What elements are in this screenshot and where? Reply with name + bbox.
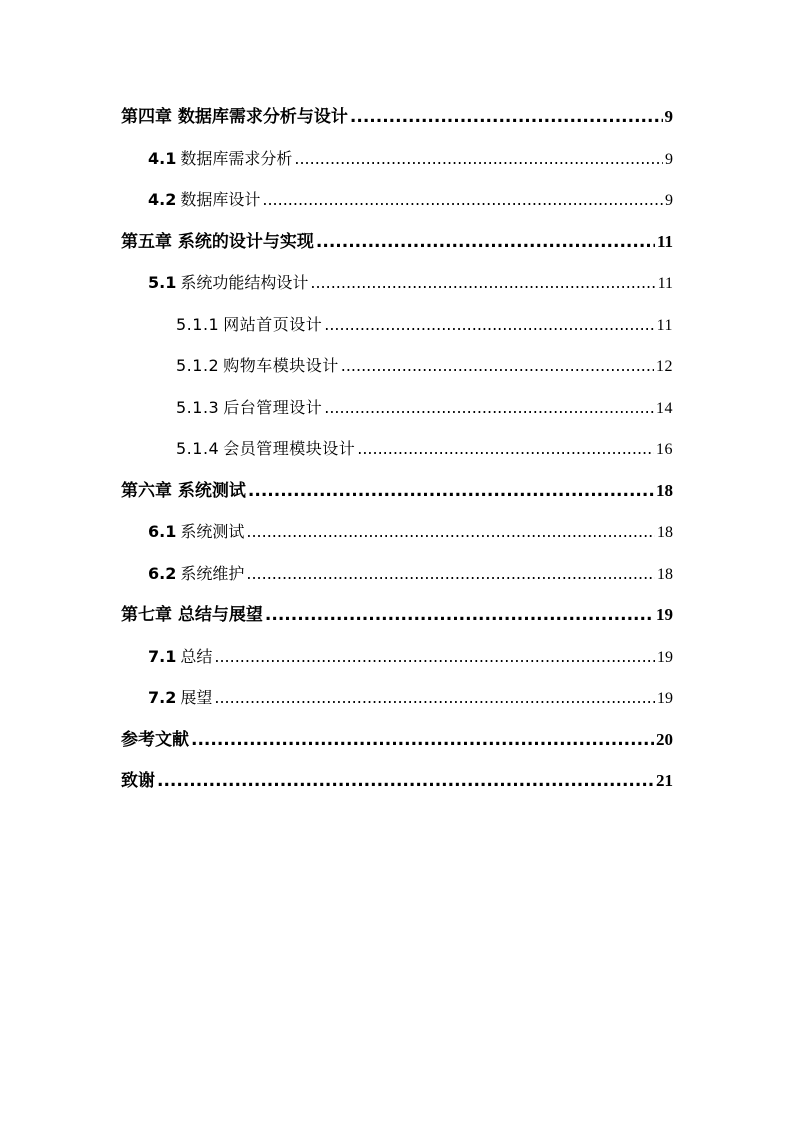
toc-entry-5-1-2[interactable] — [121, 345, 673, 387]
toc-entry-title: 系统测试 — [180, 522, 245, 541]
dot-leader — [294, 138, 663, 180]
toc-entry-page: 11 — [657, 275, 673, 292]
toc-entry-number: 7.1 — [148, 646, 177, 666]
toc-entry-chapter-5[interactable] — [121, 221, 673, 263]
dot-leader — [324, 387, 654, 429]
toc-entry-page: 18 — [657, 565, 673, 583]
toc-entry-number: 5.1.2 — [176, 356, 220, 375]
toc-entry-page: 16 — [656, 441, 673, 458]
toc-entry-acknowledgements[interactable] — [121, 760, 673, 802]
toc-entry-6-2[interactable] — [121, 553, 673, 595]
dot-leader — [310, 262, 655, 304]
toc-entry-chapter-7[interactable] — [121, 594, 673, 636]
toc-entry-title: 第七章 总结与展望 — [121, 605, 263, 625]
toc-entry-page: 14 — [656, 399, 673, 417]
toc-entry-page: 19 — [657, 648, 673, 666]
toc-entry-title: 展望 — [180, 688, 213, 707]
toc-entry-number: 7.2 — [148, 688, 177, 707]
toc-entry-6-1[interactable] — [121, 511, 673, 553]
toc-entry-number: 5.1.4 — [176, 439, 220, 458]
toc-entry-7-2[interactable] — [121, 677, 673, 719]
toc-entry-5-1-1[interactable] — [121, 304, 673, 346]
dot-leader — [191, 720, 654, 762]
toc-entry-title: 总结 — [180, 646, 213, 666]
toc-entry-chapter-4[interactable] — [121, 96, 673, 138]
toc-entry-chapter-6[interactable] — [121, 470, 673, 512]
toc-entry-page: 11 — [656, 316, 673, 334]
toc-entry-page: 19 — [656, 605, 673, 624]
toc-entry-page: 21 — [656, 771, 673, 790]
toc-entry-page: 18 — [656, 480, 673, 500]
toc-entry-5-1[interactable] — [121, 262, 673, 304]
toc-entry-5-1-4[interactable] — [121, 428, 673, 470]
dot-leader — [157, 761, 654, 803]
toc-entry-7-1[interactable] — [121, 636, 673, 678]
toc-entry-title: 数据库需求分析 — [180, 148, 293, 168]
toc-entry-title: 购物车模块设计 — [223, 356, 339, 375]
toc-entry-title: 后台管理设计 — [223, 397, 323, 417]
dot-leader — [324, 304, 654, 346]
toc-entry-page: 12 — [656, 358, 673, 375]
toc-entry-number: 5.1.3 — [176, 397, 220, 417]
toc-entry-title: 参考文献 — [121, 729, 189, 750]
dot-leader — [214, 636, 655, 678]
dot-leader — [262, 179, 663, 221]
toc-entry-title: 系统功能结构设计 — [180, 273, 309, 292]
toc-entry-number: 6.2 — [148, 563, 177, 583]
toc-entry-page: 9 — [665, 150, 673, 168]
toc-entry-title: 第六章 系统测试 — [121, 480, 246, 501]
toc-entry-references[interactable] — [121, 719, 673, 761]
toc-entry-page: 9 — [665, 192, 673, 209]
toc-entry-number: 5.1.1 — [176, 314, 220, 334]
dot-leader — [248, 471, 654, 513]
toc-entry-title: 系统维护 — [180, 563, 245, 583]
dot-leader — [350, 97, 663, 139]
toc-entry-number: 6.1 — [148, 522, 177, 541]
toc-entry-page: 20 — [656, 729, 673, 749]
toc-entry-4-1[interactable] — [121, 138, 673, 180]
toc-entry-title: 数据库设计 — [180, 190, 261, 209]
dot-leader — [214, 677, 655, 719]
toc-entry-page: 19 — [657, 690, 673, 707]
toc-entry-4-2[interactable] — [121, 179, 673, 221]
dot-leader — [246, 511, 655, 553]
toc-entry-5-1-3[interactable] — [121, 387, 673, 429]
toc-entry-page: 18 — [657, 524, 673, 541]
toc-entry-title: 第四章 数据库需求分析与设计 — [121, 107, 348, 127]
dot-leader — [341, 345, 654, 387]
toc-entry-title: 致谢 — [121, 771, 155, 791]
toc-entry-page: 9 — [664, 107, 673, 126]
dot-leader — [265, 595, 654, 637]
toc-entry-number: 4.1 — [148, 148, 177, 168]
toc-entry-title: 会员管理模块设计 — [223, 439, 356, 458]
toc-entry-title: 网站首页设计 — [223, 314, 323, 334]
toc-entry-number: 4.2 — [148, 190, 177, 209]
table-of-contents — [121, 96, 673, 802]
toc-entry-title: 第五章 系统的设计与实现 — [121, 231, 314, 252]
dot-leader — [246, 553, 655, 595]
toc-entry-page: 11 — [656, 231, 673, 251]
dot-leader — [357, 428, 654, 470]
dot-leader — [316, 222, 655, 264]
toc-entry-number: 5.1 — [148, 273, 177, 292]
